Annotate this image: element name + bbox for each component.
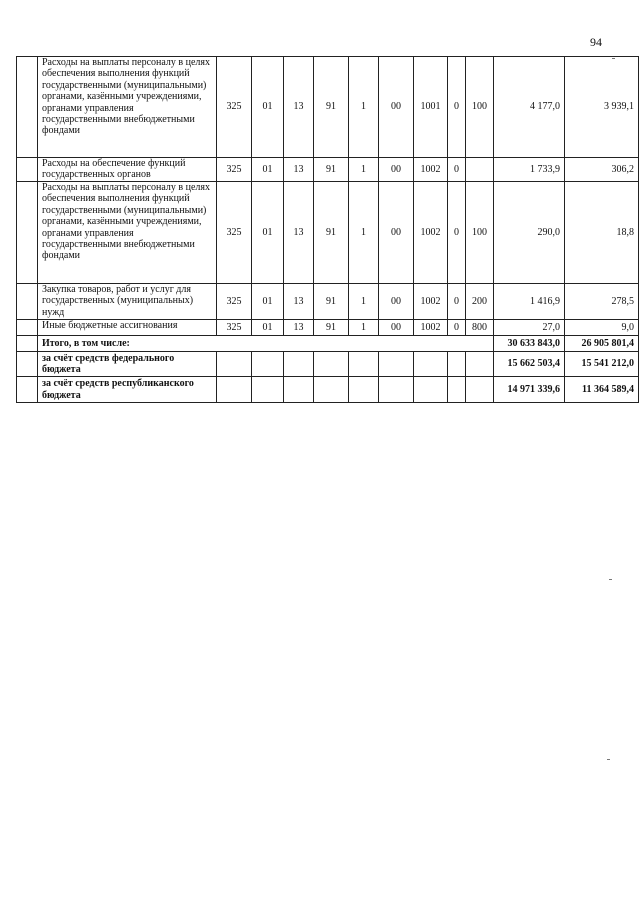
empty-cell — [17, 284, 38, 320]
empty-cell — [349, 377, 379, 403]
page-number: 94 — [590, 35, 602, 49]
code-cell: 13 — [284, 182, 314, 284]
code-cell: 0 — [448, 284, 466, 320]
total-amount: 15 662 503,4 — [494, 352, 565, 377]
code-cell: 13 — [284, 284, 314, 320]
code-cell: 13 — [284, 57, 314, 158]
total-label: за счёт средств республиканского бюджета — [38, 377, 217, 403]
code-cell: 91 — [314, 284, 349, 320]
total-amount: 11 364 589,4 — [565, 377, 639, 403]
empty-cell — [17, 57, 38, 158]
scan-speck — [612, 58, 615, 59]
empty-cell — [17, 336, 38, 352]
expense-description: Расходы на выплаты персоналу в целях обеспечения выполнения функций государственными (муниципальными) органами, казёнными учреждениями, органами управления государственными внебюджетными фондами — [38, 182, 217, 284]
empty-cell — [17, 182, 38, 284]
total-label: за счёт средств федерального бюджета — [38, 352, 217, 377]
code-cell: 1 — [349, 320, 379, 336]
total-row — [17, 352, 639, 377]
code-cell: 0 — [448, 182, 466, 284]
code-cell: 00 — [379, 57, 414, 158]
empty-cell — [448, 352, 466, 377]
code-cell: 1 — [349, 158, 379, 182]
empty-cell — [379, 352, 414, 377]
budget-table — [16, 56, 639, 403]
amount-cell: 278,5 — [565, 284, 639, 320]
table-row — [17, 57, 639, 158]
amount-cell: 27,0 — [494, 320, 565, 336]
empty-cell — [314, 352, 349, 377]
empty-cell — [252, 352, 284, 377]
code-cell: 325 — [217, 320, 252, 336]
amount-cell: 4 177,0 — [494, 57, 565, 158]
empty-cell — [314, 377, 349, 403]
code-cell: 00 — [379, 284, 414, 320]
code-cell: 13 — [284, 158, 314, 182]
empty-cell — [17, 352, 38, 377]
empty-cell — [349, 352, 379, 377]
code-cell: 01 — [252, 158, 284, 182]
code-cell: 325 — [217, 182, 252, 284]
empty-cell — [17, 377, 38, 403]
table-row — [17, 284, 639, 320]
empty-cell — [284, 377, 314, 403]
code-cell: 91 — [314, 57, 349, 158]
total-amount: 15 541 212,0 — [565, 352, 639, 377]
code-cell: 1002 — [414, 284, 448, 320]
empty-cell — [466, 377, 494, 403]
code-cell: 01 — [252, 284, 284, 320]
empty-cell — [217, 352, 252, 377]
total-row — [17, 336, 639, 352]
amount-cell: 290,0 — [494, 182, 565, 284]
total-amount: 26 905 801,4 — [565, 336, 639, 352]
code-cell: 1002 — [414, 158, 448, 182]
code-cell: 1002 — [414, 182, 448, 284]
code-cell: 91 — [314, 158, 349, 182]
amount-cell: 18,8 — [565, 182, 639, 284]
code-cell: 01 — [252, 182, 284, 284]
code-cell: 800 — [466, 320, 494, 336]
empty-cell — [414, 352, 448, 377]
code-cell: 13 — [284, 320, 314, 336]
expense-description: Закупка товаров, работ и услуг для государственных (муниципальных) нужд — [38, 284, 217, 320]
total-label: Итого, в том числе: — [38, 336, 494, 352]
code-cell: 0 — [448, 57, 466, 158]
code-cell: 01 — [252, 57, 284, 158]
amount-cell: 1 733,9 — [494, 158, 565, 182]
code-cell: 1 — [349, 57, 379, 158]
expense-description: Расходы на обеспечение функций государственных органов — [38, 158, 217, 182]
code-cell: 0 — [448, 158, 466, 182]
scan-speck — [609, 579, 612, 580]
code-cell: 325 — [217, 57, 252, 158]
code-cell: 0 — [448, 320, 466, 336]
empty-cell — [217, 377, 252, 403]
code-cell: 91 — [314, 320, 349, 336]
amount-cell: 1 416,9 — [494, 284, 565, 320]
code-cell: 01 — [252, 320, 284, 336]
total-row — [17, 377, 639, 403]
code-cell: 1 — [349, 182, 379, 284]
amount-cell: 3 939,1 — [565, 57, 639, 158]
code-cell: 325 — [217, 284, 252, 320]
empty-cell — [448, 377, 466, 403]
expense-description: Иные бюджетные ассигнования — [38, 320, 217, 336]
code-cell: 00 — [379, 182, 414, 284]
code-cell: 00 — [379, 320, 414, 336]
empty-cell — [284, 352, 314, 377]
scan-speck — [607, 759, 610, 760]
total-amount: 30 633 843,0 — [494, 336, 565, 352]
amount-cell: 9,0 — [565, 320, 639, 336]
empty-cell — [379, 377, 414, 403]
empty-cell — [466, 352, 494, 377]
code-cell: 100 — [466, 57, 494, 158]
empty-cell — [414, 377, 448, 403]
code-cell: 1 — [349, 284, 379, 320]
code-cell: 200 — [466, 284, 494, 320]
table-row — [17, 158, 639, 182]
table-row — [17, 320, 639, 336]
code-cell: 100 — [466, 182, 494, 284]
code-cell: 91 — [314, 182, 349, 284]
amount-cell: 306,2 — [565, 158, 639, 182]
empty-cell — [17, 320, 38, 336]
code-cell: 1002 — [414, 320, 448, 336]
empty-cell — [17, 158, 38, 182]
total-amount: 14 971 339,6 — [494, 377, 565, 403]
expense-description: Расходы на выплаты персоналу в целях обеспечения выполнения функций государственными (муниципальными) органами, казёнными учреждениями, органами управления государственными внебюджетными фондами — [38, 57, 217, 158]
code-cell: 1001 — [414, 57, 448, 158]
empty-cell — [252, 377, 284, 403]
code-cell: 325 — [217, 158, 252, 182]
code-cell — [466, 158, 494, 182]
table-row — [17, 182, 639, 284]
code-cell: 00 — [379, 158, 414, 182]
